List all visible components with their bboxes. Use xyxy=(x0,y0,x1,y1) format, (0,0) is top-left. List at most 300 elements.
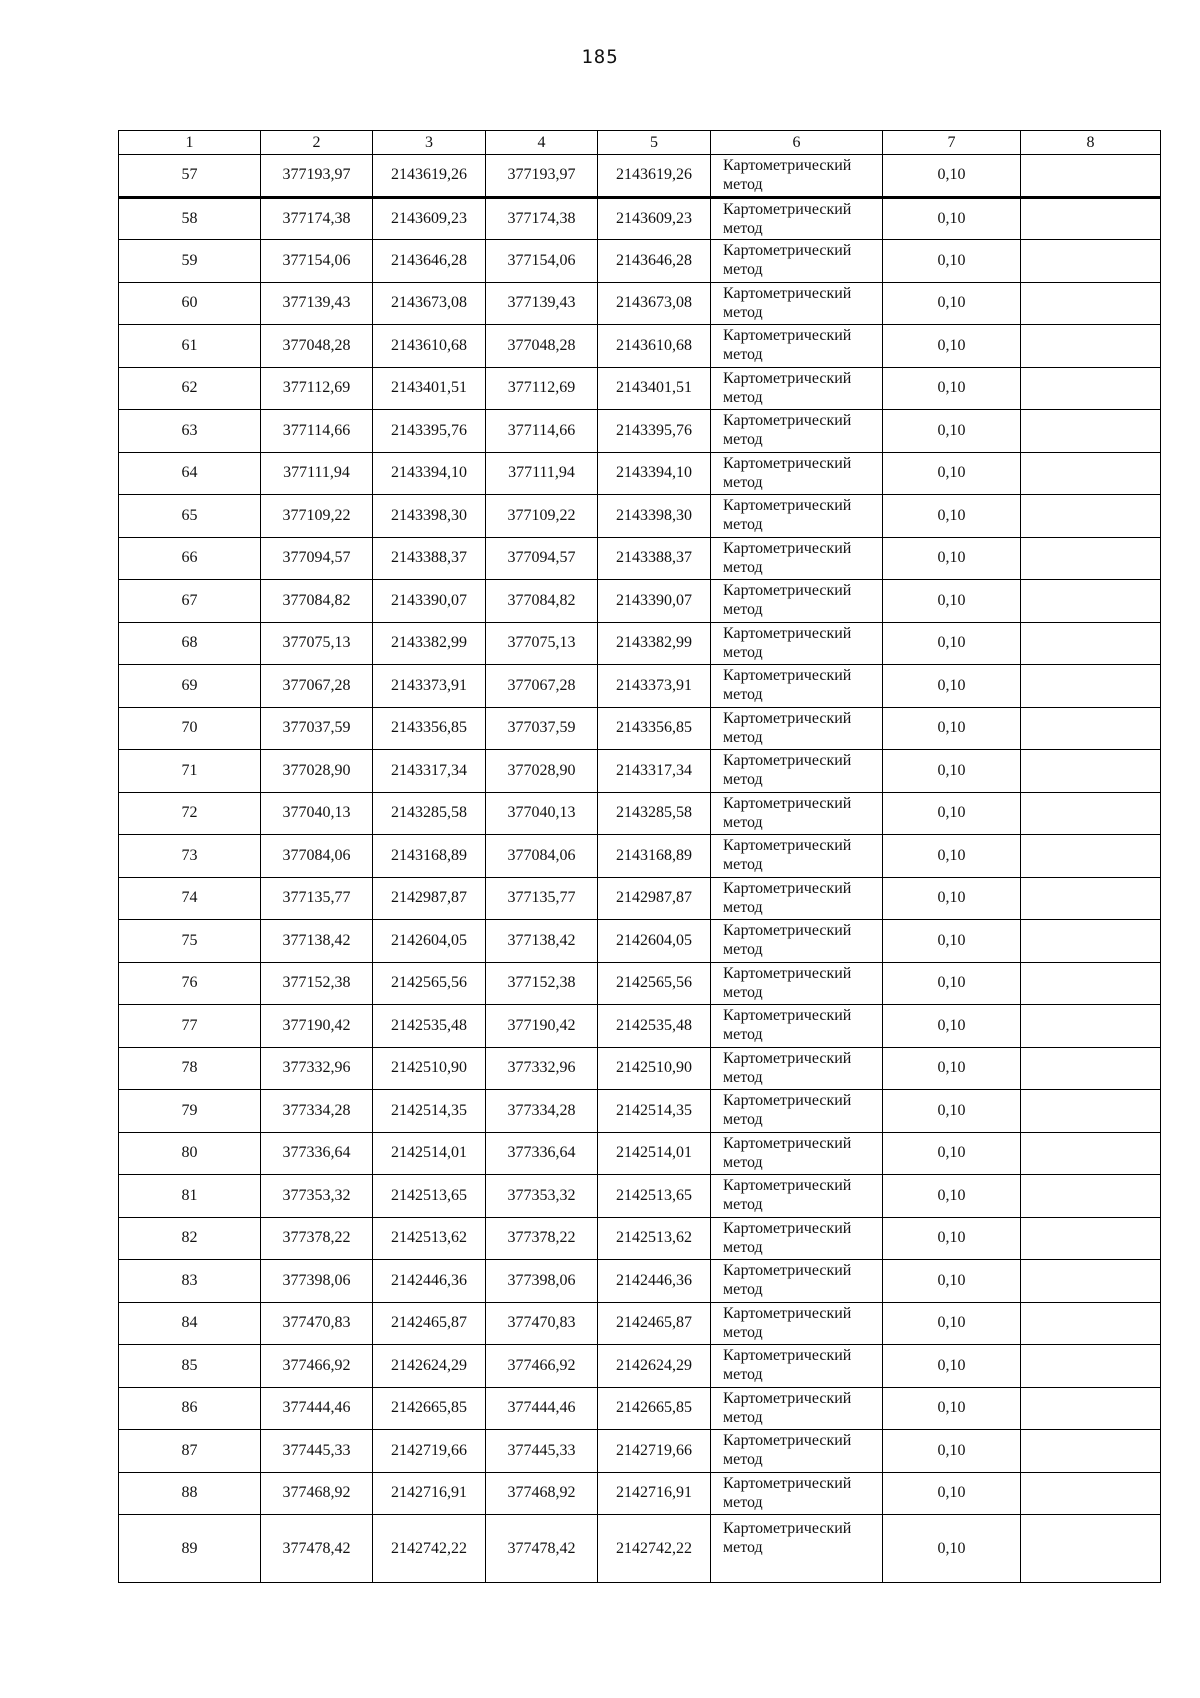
y-coordinate-cell: 2142535,48 xyxy=(373,1005,486,1048)
accuracy-cell: 0,10 xyxy=(883,1260,1021,1303)
y-coordinate-cell: 2143382,99 xyxy=(598,622,711,665)
x-coordinate-cell: 377084,06 xyxy=(261,835,373,878)
method-line-1: Картометрический xyxy=(723,1389,852,1407)
x-coordinate-cell: 377048,28 xyxy=(261,325,373,368)
x-coordinate-cell: 377028,90 xyxy=(486,750,598,793)
y-coordinate-cell: 2143401,51 xyxy=(598,367,711,410)
accuracy-cell: 0,10 xyxy=(883,1345,1021,1388)
method-line-2: метод xyxy=(723,1111,763,1128)
y-coordinate-cell: 2143382,99 xyxy=(373,622,486,665)
y-coordinate-cell: 2142987,87 xyxy=(598,877,711,920)
y-coordinate-cell: 2143394,10 xyxy=(373,452,486,495)
point-number-cell: 71 xyxy=(119,750,261,793)
method-cell xyxy=(711,1175,883,1218)
point-number-cell: 80 xyxy=(119,1132,261,1175)
x-coordinate-cell: 377152,38 xyxy=(486,962,598,1005)
y-coordinate-cell: 2143373,91 xyxy=(598,665,711,708)
method-cell xyxy=(711,1090,883,1133)
method-line-2: метод xyxy=(723,983,763,1001)
empty-cell xyxy=(1021,1175,1161,1218)
y-coordinate-cell: 2142565,56 xyxy=(373,962,486,1005)
accuracy-cell: 0,10 xyxy=(883,1132,1021,1175)
table-row xyxy=(119,1387,1161,1430)
method-cell xyxy=(711,537,883,580)
method-cell xyxy=(711,1430,883,1473)
x-coordinate-cell: 377040,13 xyxy=(486,792,598,835)
x-coordinate-cell: 377193,97 xyxy=(261,155,373,198)
point-number-cell: 76 xyxy=(119,962,261,1005)
y-coordinate-cell: 2142719,66 xyxy=(598,1430,711,1473)
y-coordinate-cell: 2143356,85 xyxy=(598,707,711,750)
empty-cell xyxy=(1021,1430,1161,1473)
x-coordinate-cell: 377094,57 xyxy=(261,537,373,580)
method-line-2: метод xyxy=(723,219,763,237)
y-coordinate-cell: 2142465,87 xyxy=(598,1302,711,1345)
accuracy-cell: 0,10 xyxy=(883,1387,1021,1430)
method-line-2: метод xyxy=(723,813,763,831)
point-number-cell: 84 xyxy=(119,1302,261,1345)
x-coordinate-cell: 377111,94 xyxy=(486,452,598,495)
table-row xyxy=(119,452,1161,495)
x-coordinate-cell: 377111,94 xyxy=(261,452,373,495)
x-coordinate-cell: 377154,06 xyxy=(261,240,373,283)
x-coordinate-cell: 377378,22 xyxy=(486,1217,598,1260)
x-coordinate-cell: 377135,77 xyxy=(261,877,373,920)
method-line-2: метод xyxy=(723,601,763,618)
y-coordinate-cell: 2142565,56 xyxy=(598,962,711,1005)
accuracy-cell: 0,10 xyxy=(883,622,1021,665)
accuracy-cell: 0,10 xyxy=(883,835,1021,878)
accuracy-cell: 0,10 xyxy=(883,750,1021,793)
x-coordinate-cell: 377334,28 xyxy=(486,1090,598,1133)
y-coordinate-cell: 2142716,91 xyxy=(598,1472,711,1515)
method-cell xyxy=(711,1302,883,1345)
y-coordinate-cell: 2142514,01 xyxy=(598,1132,711,1175)
y-coordinate-cell: 2143356,85 xyxy=(373,707,486,750)
method-cell xyxy=(711,707,883,750)
point-number-cell: 66 xyxy=(119,537,261,580)
accuracy-cell: 0,10 xyxy=(883,197,1021,240)
point-number-cell: 77 xyxy=(119,1005,261,1048)
x-coordinate-cell: 377067,28 xyxy=(261,665,373,708)
empty-cell xyxy=(1021,1090,1161,1133)
point-number-cell: 69 xyxy=(119,665,261,708)
method-line-2: метод xyxy=(723,261,763,278)
x-coordinate-cell: 377075,13 xyxy=(261,622,373,665)
point-number-cell: 89 xyxy=(119,1515,261,1583)
empty-cell xyxy=(1021,197,1161,240)
table-row xyxy=(119,410,1161,453)
method-cell xyxy=(711,410,883,453)
x-coordinate-cell: 377470,83 xyxy=(486,1302,598,1345)
y-coordinate-cell: 2142624,29 xyxy=(373,1345,486,1388)
point-number-cell: 75 xyxy=(119,920,261,963)
method-line-2: метод xyxy=(723,728,763,746)
empty-cell xyxy=(1021,835,1161,878)
method-line-1: Картометрический xyxy=(723,1474,852,1492)
x-coordinate-cell: 377174,38 xyxy=(486,197,598,240)
method-line-1: Картометрический xyxy=(723,1347,852,1364)
table-row xyxy=(119,962,1161,1005)
method-line-2: метод xyxy=(723,1323,763,1341)
y-coordinate-cell: 2142510,90 xyxy=(598,1047,711,1090)
empty-cell xyxy=(1021,792,1161,835)
header-cell: 3 xyxy=(373,131,486,155)
table-row xyxy=(119,1260,1161,1303)
point-number-cell: 73 xyxy=(119,835,261,878)
point-number-cell: 82 xyxy=(119,1217,261,1260)
x-coordinate-cell: 377336,64 xyxy=(261,1132,373,1175)
method-line-1: Картометрический xyxy=(723,837,852,854)
y-coordinate-cell: 2142665,85 xyxy=(598,1387,711,1430)
accuracy-cell: 0,10 xyxy=(883,325,1021,368)
method-line-1: Картометрический xyxy=(723,539,852,557)
header-row xyxy=(119,131,1161,155)
x-coordinate-cell: 377040,13 xyxy=(261,792,373,835)
table-row xyxy=(119,1472,1161,1515)
y-coordinate-cell: 2143646,28 xyxy=(373,240,486,283)
accuracy-cell: 0,10 xyxy=(883,1047,1021,1090)
x-coordinate-cell: 377114,66 xyxy=(486,410,598,453)
method-line-2: метод xyxy=(723,1238,763,1256)
method-line-1: Картометрический xyxy=(723,1304,852,1322)
method-line-1: Картометрический xyxy=(723,624,852,642)
table-row xyxy=(119,155,1161,198)
x-coordinate-cell: 377445,33 xyxy=(261,1430,373,1473)
method-line-2: метод xyxy=(723,856,763,873)
point-number-cell: 65 xyxy=(119,495,261,538)
method-line-2: метод xyxy=(723,516,763,533)
accuracy-cell: 0,10 xyxy=(883,1217,1021,1260)
table-row xyxy=(119,1090,1161,1133)
table-row xyxy=(119,325,1161,368)
table-row xyxy=(119,537,1161,580)
point-number-cell: 81 xyxy=(119,1175,261,1218)
y-coordinate-cell: 2143388,37 xyxy=(373,537,486,580)
method-line-2: метод xyxy=(723,643,763,661)
table-row xyxy=(119,622,1161,665)
accuracy-cell: 0,10 xyxy=(883,410,1021,453)
method-line-1: Картометрический xyxy=(723,1219,852,1237)
point-number-cell: 63 xyxy=(119,410,261,453)
method-cell xyxy=(711,495,883,538)
method-line-2: метод xyxy=(723,941,763,958)
y-coordinate-cell: 2143609,23 xyxy=(373,197,486,240)
x-coordinate-cell: 377466,92 xyxy=(261,1345,373,1388)
empty-cell xyxy=(1021,962,1161,1005)
method-line-2: метод xyxy=(723,431,763,448)
accuracy-cell: 0,10 xyxy=(883,1472,1021,1515)
method-line-1: Картометрический xyxy=(723,752,852,769)
header-cell: 7 xyxy=(883,131,1021,155)
table-row xyxy=(119,707,1161,750)
x-coordinate-cell: 377478,42 xyxy=(261,1515,373,1583)
y-coordinate-cell: 2142513,62 xyxy=(598,1217,711,1260)
table-row xyxy=(119,1515,1161,1583)
method-line-2: метод xyxy=(723,1493,763,1511)
accuracy-cell: 0,10 xyxy=(883,1175,1021,1218)
method-cell xyxy=(711,1132,883,1175)
method-cell xyxy=(711,1217,883,1260)
point-number-cell: 59 xyxy=(119,240,261,283)
coordinates-table xyxy=(118,130,1161,1583)
x-coordinate-cell: 377174,38 xyxy=(261,197,373,240)
page-number: 185 xyxy=(581,46,619,68)
accuracy-cell: 0,10 xyxy=(883,877,1021,920)
empty-cell xyxy=(1021,622,1161,665)
method-cell xyxy=(711,282,883,325)
accuracy-cell: 0,10 xyxy=(883,1515,1021,1583)
y-coordinate-cell: 2142604,05 xyxy=(373,920,486,963)
table-row xyxy=(119,282,1161,325)
y-coordinate-cell: 2142719,66 xyxy=(373,1430,486,1473)
point-number-cell: 85 xyxy=(119,1345,261,1388)
y-coordinate-cell: 2143317,34 xyxy=(373,750,486,793)
table-row xyxy=(119,1217,1161,1260)
table-row xyxy=(119,920,1161,963)
empty-cell xyxy=(1021,1260,1161,1303)
accuracy-cell: 0,10 xyxy=(883,367,1021,410)
method-line-1: Картометрический xyxy=(723,1177,852,1194)
x-coordinate-cell: 377353,32 xyxy=(261,1175,373,1218)
accuracy-cell: 0,10 xyxy=(883,155,1021,198)
header-cell: 6 xyxy=(711,131,883,155)
method-cell xyxy=(711,197,883,240)
empty-cell xyxy=(1021,495,1161,538)
empty-cell xyxy=(1021,1005,1161,1048)
method-line-1: Картометрический xyxy=(723,879,852,897)
method-cell xyxy=(711,1515,883,1583)
empty-cell xyxy=(1021,1387,1161,1430)
empty-cell xyxy=(1021,1472,1161,1515)
method-line-1: Картометрический xyxy=(723,1049,852,1067)
x-coordinate-cell: 377154,06 xyxy=(486,240,598,283)
table-row xyxy=(119,1005,1161,1048)
method-line-2: метод xyxy=(723,388,763,406)
method-cell xyxy=(711,452,883,495)
method-line-1: Картометрический xyxy=(723,709,852,727)
method-line-2: метод xyxy=(723,771,763,788)
empty-cell xyxy=(1021,452,1161,495)
method-line-1: Картометрический xyxy=(723,1007,852,1024)
empty-cell xyxy=(1021,410,1161,453)
method-line-2: метод xyxy=(723,1196,763,1213)
method-cell xyxy=(711,325,883,368)
table-row xyxy=(119,1302,1161,1345)
table-row xyxy=(119,367,1161,410)
y-coordinate-cell: 2143401,51 xyxy=(373,367,486,410)
empty-cell xyxy=(1021,1132,1161,1175)
point-number-cell: 60 xyxy=(119,282,261,325)
x-coordinate-cell: 377109,22 xyxy=(486,495,598,538)
empty-cell xyxy=(1021,665,1161,708)
y-coordinate-cell: 2142514,35 xyxy=(598,1090,711,1133)
y-coordinate-cell: 2143673,08 xyxy=(373,282,486,325)
y-coordinate-cell: 2142987,87 xyxy=(373,877,486,920)
y-coordinate-cell: 2143390,07 xyxy=(373,580,486,623)
x-coordinate-cell: 377466,92 xyxy=(486,1345,598,1388)
method-line-1: Картометрический xyxy=(723,794,852,812)
table-row xyxy=(119,665,1161,708)
x-coordinate-cell: 377332,96 xyxy=(486,1047,598,1090)
x-coordinate-cell: 377193,97 xyxy=(486,155,598,198)
point-number-cell: 58 xyxy=(119,197,261,240)
accuracy-cell: 0,10 xyxy=(883,1430,1021,1473)
accuracy-cell: 0,10 xyxy=(883,240,1021,283)
accuracy-cell: 0,10 xyxy=(883,665,1021,708)
point-number-cell: 79 xyxy=(119,1090,261,1133)
method-cell xyxy=(711,1260,883,1303)
header-cell: 1 xyxy=(119,131,261,155)
table-row xyxy=(119,1175,1161,1218)
y-coordinate-cell: 2142742,22 xyxy=(373,1515,486,1583)
header-cell: 8 xyxy=(1021,131,1161,155)
accuracy-cell: 0,10 xyxy=(883,1302,1021,1345)
x-coordinate-cell: 377468,92 xyxy=(261,1472,373,1515)
method-line-2: метод xyxy=(723,1539,763,1556)
table-row xyxy=(119,580,1161,623)
method-cell xyxy=(711,155,883,198)
y-coordinate-cell: 2142604,05 xyxy=(598,920,711,963)
y-coordinate-cell: 2143619,26 xyxy=(598,155,711,198)
x-coordinate-cell: 377138,42 xyxy=(486,920,598,963)
method-line-2: метод xyxy=(723,346,763,363)
y-coordinate-cell: 2143609,23 xyxy=(598,197,711,240)
point-number-cell: 61 xyxy=(119,325,261,368)
y-coordinate-cell: 2142742,22 xyxy=(598,1515,711,1583)
x-coordinate-cell: 377112,69 xyxy=(261,367,373,410)
point-number-cell: 68 xyxy=(119,622,261,665)
point-number-cell: 88 xyxy=(119,1472,261,1515)
method-line-1: Картометрический xyxy=(723,964,852,982)
point-number-cell: 64 xyxy=(119,452,261,495)
empty-cell xyxy=(1021,1515,1161,1583)
table-row xyxy=(119,197,1161,240)
point-number-cell: 74 xyxy=(119,877,261,920)
accuracy-cell: 0,10 xyxy=(883,580,1021,623)
x-coordinate-cell: 377109,22 xyxy=(261,495,373,538)
x-coordinate-cell: 377075,13 xyxy=(486,622,598,665)
x-coordinate-cell: 377445,33 xyxy=(486,1430,598,1473)
x-coordinate-cell: 377378,22 xyxy=(261,1217,373,1260)
x-coordinate-cell: 377444,46 xyxy=(261,1387,373,1430)
method-cell xyxy=(711,240,883,283)
method-line-1: Картометрический xyxy=(723,582,852,599)
empty-cell xyxy=(1021,750,1161,793)
x-coordinate-cell: 377114,66 xyxy=(261,410,373,453)
x-coordinate-cell: 377332,96 xyxy=(261,1047,373,1090)
point-number-cell: 83 xyxy=(119,1260,261,1303)
method-line-1: Картометрический xyxy=(723,1092,852,1109)
x-coordinate-cell: 377336,64 xyxy=(486,1132,598,1175)
method-cell xyxy=(711,622,883,665)
point-number-cell: 67 xyxy=(119,580,261,623)
accuracy-cell: 0,10 xyxy=(883,495,1021,538)
x-coordinate-cell: 377398,06 xyxy=(486,1260,598,1303)
y-coordinate-cell: 2143398,30 xyxy=(598,495,711,538)
x-coordinate-cell: 377139,43 xyxy=(261,282,373,325)
accuracy-cell: 0,10 xyxy=(883,792,1021,835)
method-line-1: Картометрический xyxy=(723,1520,852,1537)
accuracy-cell: 0,10 xyxy=(883,452,1021,495)
table-row xyxy=(119,877,1161,920)
empty-cell xyxy=(1021,877,1161,920)
y-coordinate-cell: 2142465,87 xyxy=(373,1302,486,1345)
accuracy-cell: 0,10 xyxy=(883,537,1021,580)
method-cell xyxy=(711,962,883,1005)
empty-cell xyxy=(1021,282,1161,325)
table-row xyxy=(119,792,1161,835)
table-body xyxy=(119,155,1161,1583)
method-line-1: Картометрический xyxy=(723,242,852,259)
y-coordinate-cell: 2142513,62 xyxy=(373,1217,486,1260)
x-coordinate-cell: 377353,32 xyxy=(486,1175,598,1218)
point-number-cell: 72 xyxy=(119,792,261,835)
method-line-1: Картометрический xyxy=(723,157,852,174)
method-line-2: метод xyxy=(723,1451,763,1468)
y-coordinate-cell: 2143395,76 xyxy=(598,410,711,453)
y-coordinate-cell: 2142446,36 xyxy=(598,1260,711,1303)
y-coordinate-cell: 2142514,35 xyxy=(373,1090,486,1133)
x-coordinate-cell: 377094,57 xyxy=(486,537,598,580)
x-coordinate-cell: 377084,82 xyxy=(486,580,598,623)
method-line-2: метод xyxy=(723,1026,763,1043)
point-number-cell: 62 xyxy=(119,367,261,410)
x-coordinate-cell: 377152,38 xyxy=(261,962,373,1005)
accuracy-cell: 0,10 xyxy=(883,707,1021,750)
x-coordinate-cell: 377138,42 xyxy=(261,920,373,963)
y-coordinate-cell: 2143390,07 xyxy=(598,580,711,623)
empty-cell xyxy=(1021,240,1161,283)
x-coordinate-cell: 377478,42 xyxy=(486,1515,598,1583)
x-coordinate-cell: 377112,69 xyxy=(486,367,598,410)
y-coordinate-cell: 2143394,10 xyxy=(598,452,711,495)
method-line-2: метод xyxy=(723,473,763,491)
y-coordinate-cell: 2143646,28 xyxy=(598,240,711,283)
table-row xyxy=(119,1047,1161,1090)
y-coordinate-cell: 2143373,91 xyxy=(373,665,486,708)
method-line-2: метод xyxy=(723,1281,763,1298)
method-cell xyxy=(711,1047,883,1090)
method-line-1: Картометрический xyxy=(723,454,852,472)
y-coordinate-cell: 2143168,89 xyxy=(598,835,711,878)
method-line-1: Картометрический xyxy=(723,327,852,344)
empty-cell xyxy=(1021,1345,1161,1388)
method-cell xyxy=(711,750,883,793)
method-line-1: Картометрический xyxy=(723,200,852,218)
y-coordinate-cell: 2143673,08 xyxy=(598,282,711,325)
x-coordinate-cell: 377067,28 xyxy=(486,665,598,708)
method-line-2: метод xyxy=(723,686,763,703)
x-coordinate-cell: 377084,06 xyxy=(486,835,598,878)
method-line-2: метод xyxy=(723,1408,763,1426)
method-line-1: Картометрический xyxy=(723,667,852,684)
y-coordinate-cell: 2143619,26 xyxy=(373,155,486,198)
method-cell xyxy=(711,877,883,920)
y-coordinate-cell: 2143317,34 xyxy=(598,750,711,793)
x-coordinate-cell: 377028,90 xyxy=(261,750,373,793)
method-cell xyxy=(711,835,883,878)
table-row xyxy=(119,495,1161,538)
method-line-1: Картометрический xyxy=(723,922,852,939)
method-line-1: Картометрический xyxy=(723,412,852,429)
table-row xyxy=(119,240,1161,283)
y-coordinate-cell: 2142510,90 xyxy=(373,1047,486,1090)
empty-cell xyxy=(1021,1047,1161,1090)
x-coordinate-cell: 377444,46 xyxy=(486,1387,598,1430)
table-row xyxy=(119,1430,1161,1473)
method-line-1: Картометрический xyxy=(723,1262,852,1279)
